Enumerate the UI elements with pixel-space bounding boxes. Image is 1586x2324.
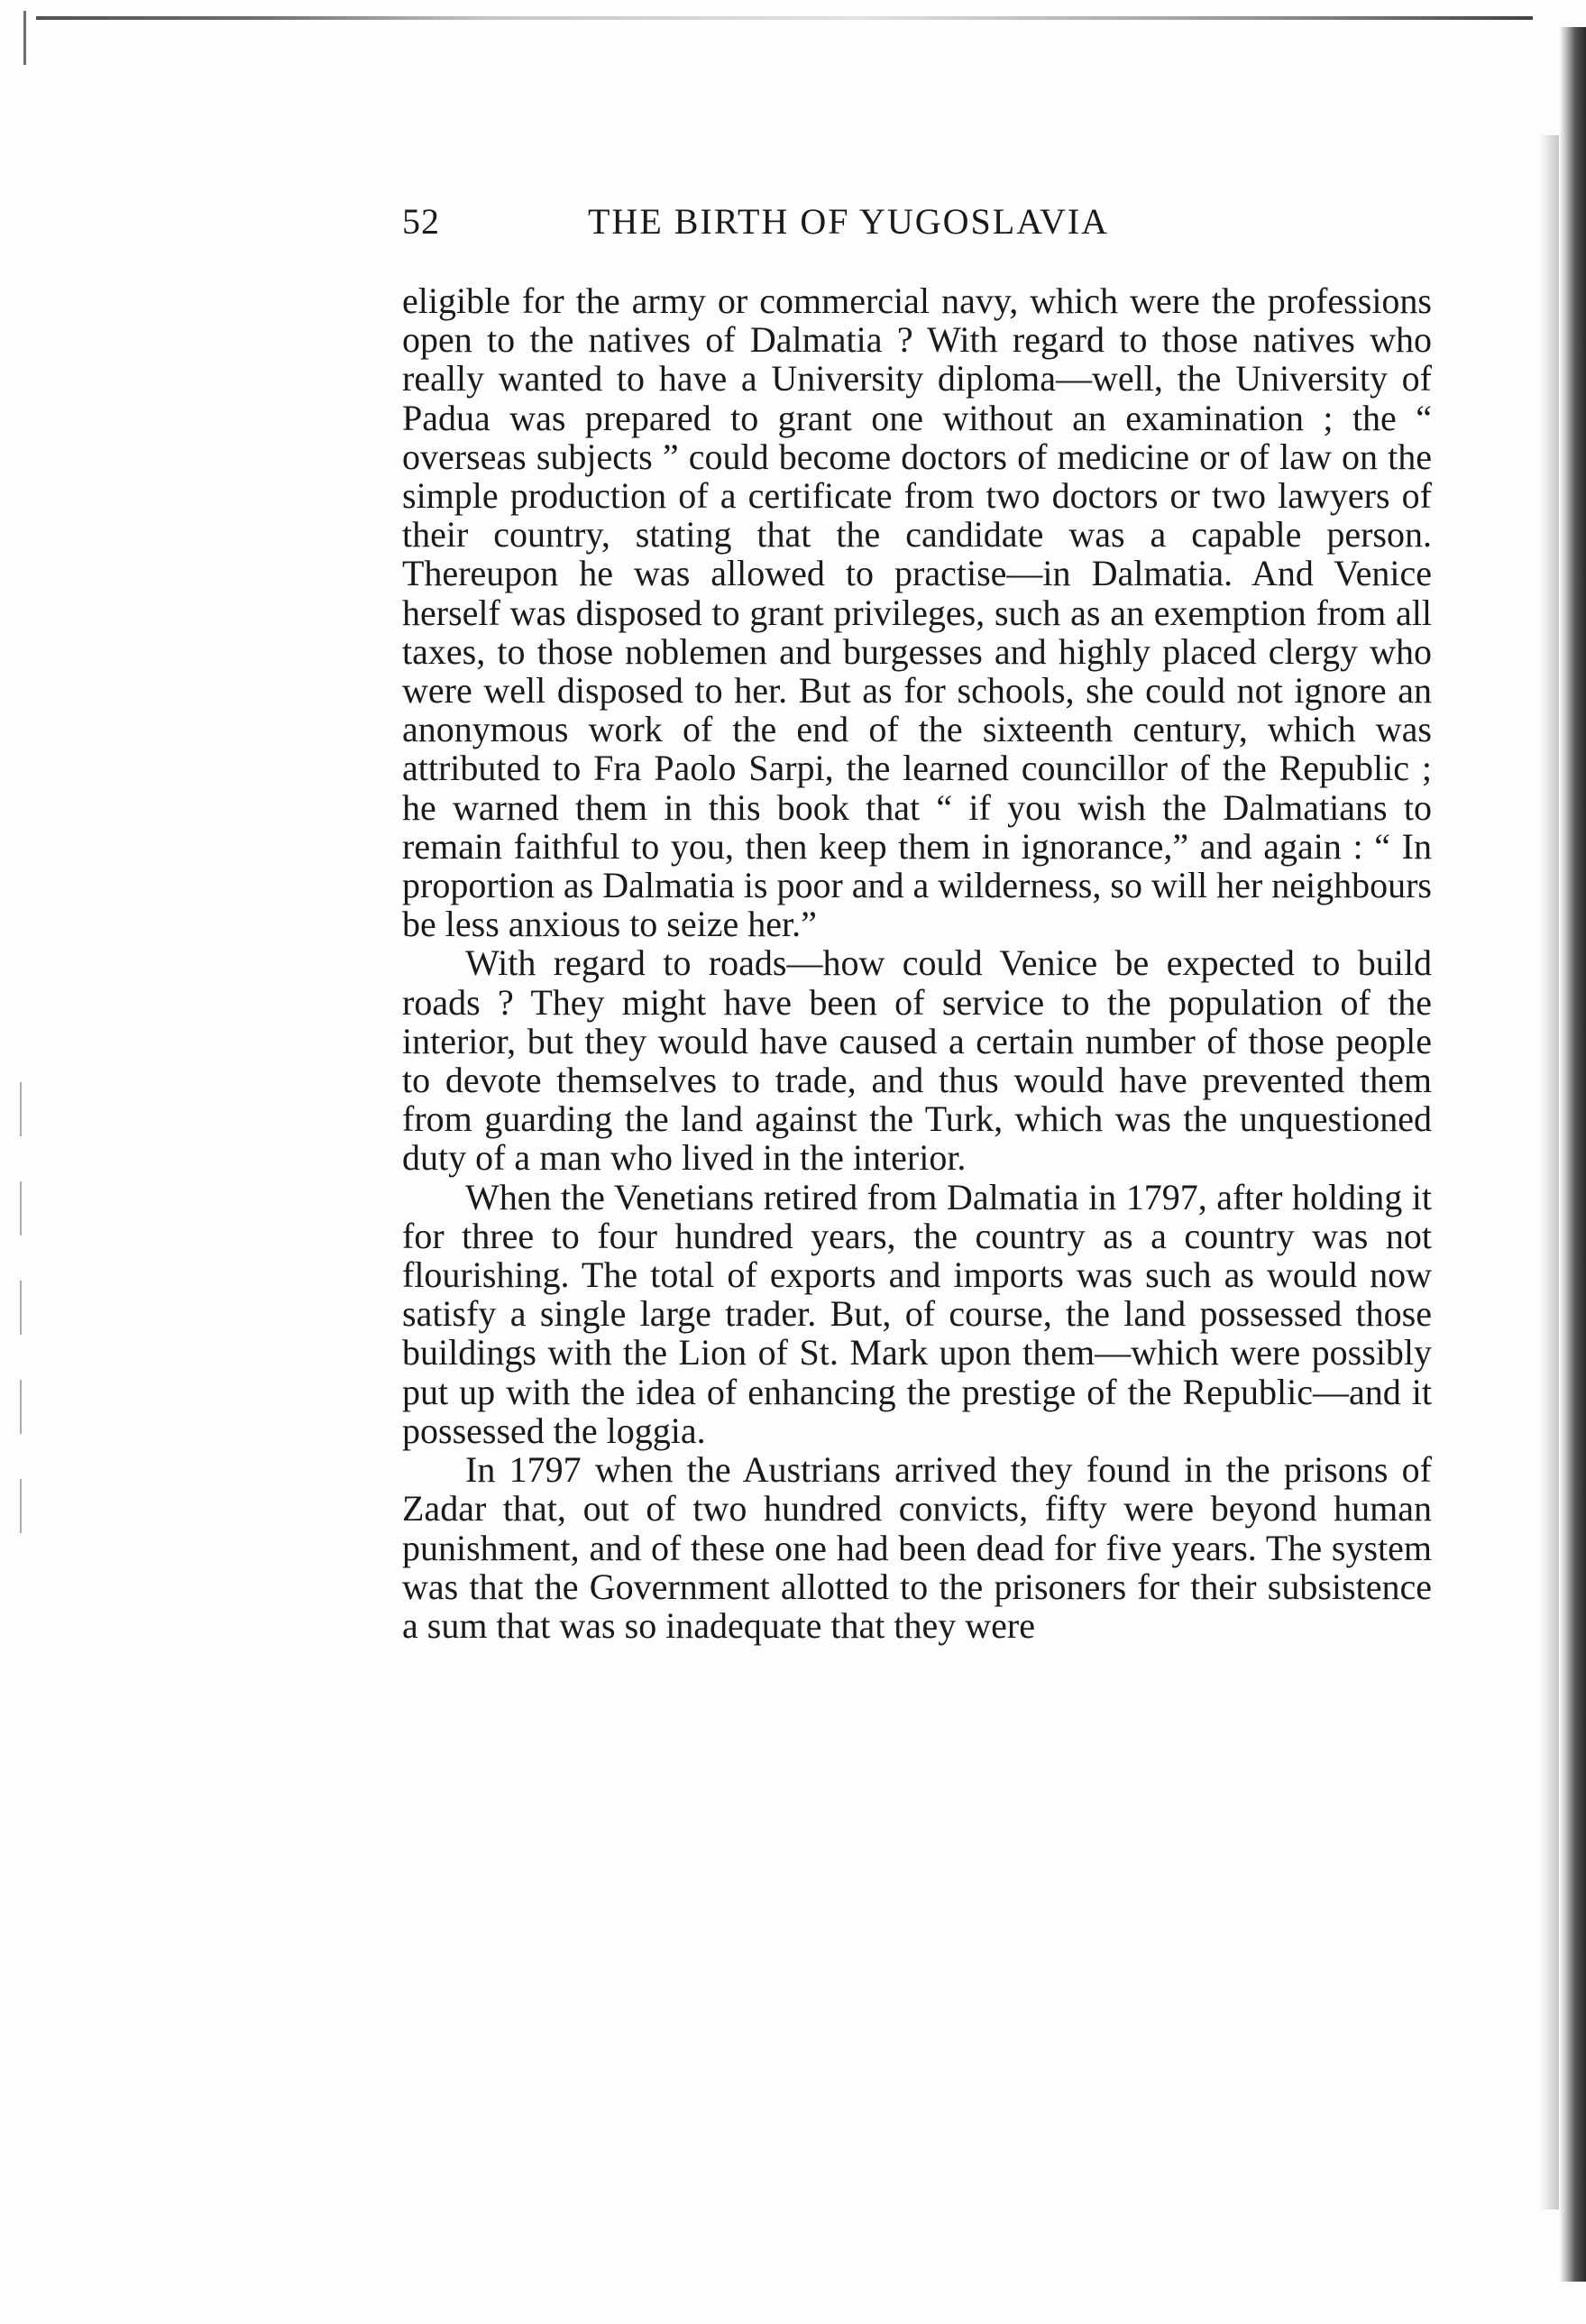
scan-binding-shadow: [1539, 135, 1559, 2209]
paragraph: With regard to roads—how could Venice be expected to build roads ? They might have been of service to the population of the interior, but they would have caused a certain number of those people to devote themselves to trade, and thus would have prevented them from guarding the land against the Turk, which was the unquestioned duty of a man who lived in the interior.: [402, 942, 1432, 1179]
running-head: [402, 200, 1448, 254]
paragraph: eligible for the army or commercial navy, which were the professions open to the natives of Dalmatia ? With regard to those natives who really wanted to have a University diploma—well, the University of Padua was prepared to grant one without an examination ; the “ overseas subjects ” could become doctors of medicine or of law on the simple production of a certificate from two doctors or two lawyers of their country, stating that the candidate was a capable person. Thereupon he was allowed to practise—in Dalmatia. And Venice herself was disposed to grant privileges, such as an exemption from all taxes, to those noblemen and burgesses and highly placed clergy who were well disposed to her. But as for schools, she could not ignore an anonymous work of the end of the sixteenth century, which was attributed to Fra Paolo Sarpi, the learned councillor of the Republic ; he warned them in this book that “ if you wish the Dalmatians to remain faithful to you, then keep them in ignorance,” and again : “ In proportion as Dalmatia is poor and a wilderness, so will her neighbours be less anxious to seize her.”: [402, 280, 1432, 945]
scan-right-edge: [1559, 27, 1586, 2282]
book-title: THE BIRTH OF YUGOSLAVIA: [588, 201, 1110, 242]
scan-corner-mark: [23, 11, 32, 65]
paragraph: When the Venetians retired from Dalmatia in 1797, after holding it for three to four hundred years, the country as a country was not flourishing. The total of exports and imports was such as would now satisfy a single large trader. But, of course, the land possessed those buildings with the Lion of St. Mark upon them—which were possibly put up with the idea of enhancing the prestige of the Republic—and it possessed the loggia.: [402, 1176, 1432, 1451]
body-text: [402, 281, 1432, 1645]
scan-top-edge: [36, 16, 1533, 20]
page-number: 52: [402, 201, 440, 242]
scan-left-edge-marks: [20, 1082, 22, 1533]
paragraph: In 1797 when the Austrians arrived they found in the prisons of Zadar that, out of two hundred convicts, fifty were beyond human punishment, and of these one had been dead for five years. The system was that the Government allotted to the prisoners for their subsistence a sum that was so inadequate that they were: [402, 1449, 1432, 1646]
